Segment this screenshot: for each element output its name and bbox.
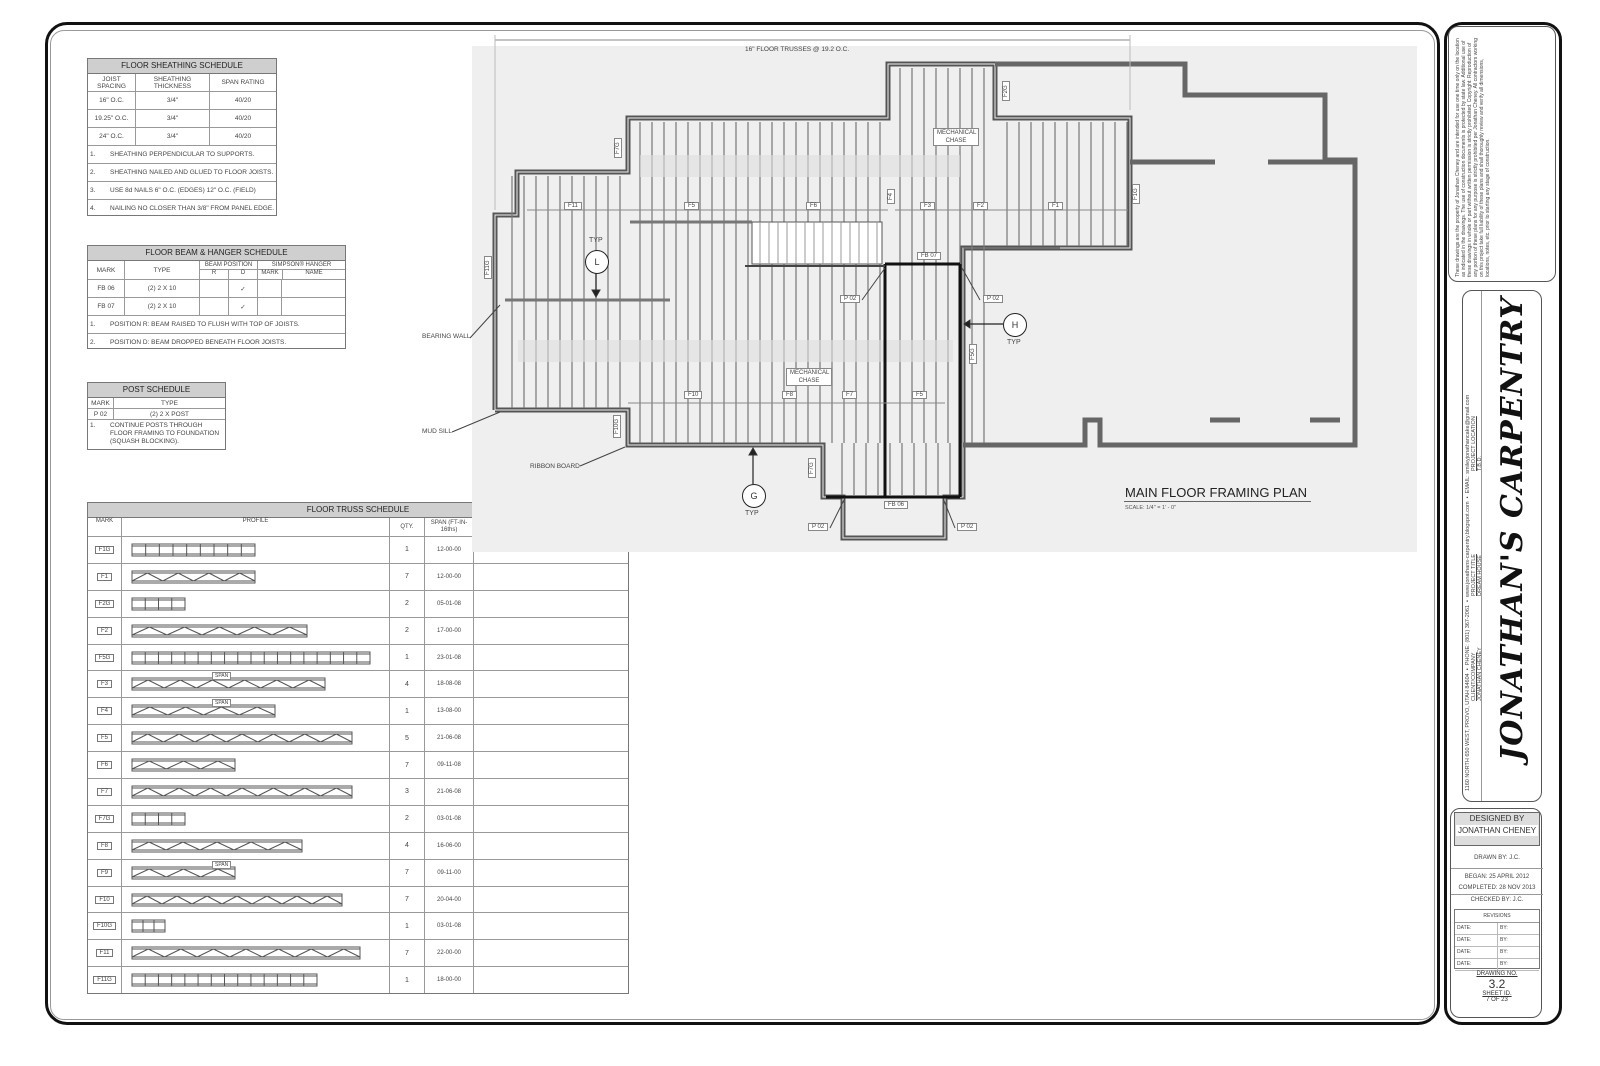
sheathing-cell: 16" O.C. — [88, 92, 136, 109]
truss-span: 18-08-08 — [425, 671, 474, 697]
beam-h-mark: MARK — [88, 261, 125, 279]
drawing-no-label: DRAWING NO. — [1476, 971, 1518, 977]
copyright-notes: These drawings are the property of Jonathan Cheney and are intended for use one time only on the location as indicated in the drawings. The use of construction documents is protected by state law. Additional use of these drawings in whole or part without written permission is strictly prohibited. Copyright: Reproduction of any portion of these plans for any purpose is strictly prohibited per Jonathan Cheney. All contractors working on this project take full liability of these plans and shall thoroughly review and verify all dimensions, locations, notes, etc. prior to starting any stage of construction. — [1455, 38, 1491, 277]
truss-qty: 3 — [390, 779, 425, 805]
sheathing-h2: SHEATHING THICKNESS — [136, 74, 210, 91]
hatch-band — [640, 155, 960, 177]
label-bearing-wall: BEARING WALL — [422, 333, 471, 340]
truss-span: 03-01-08 — [425, 913, 474, 939]
plan-tag: F4 — [887, 189, 895, 204]
section-marker-l: L — [585, 250, 609, 274]
truss-mark: F1G — [95, 546, 115, 554]
plan-tag: P 02 — [808, 523, 828, 531]
sheathing-cell: 40/20 — [234, 115, 252, 122]
plan-tag: F6 — [806, 202, 821, 210]
rev-by: BY: — [1500, 937, 1508, 943]
truss-mark: F7 — [97, 788, 112, 796]
sheathing-note: SHEATHING PERPENDICULAR TO SUPPORTS. — [110, 151, 255, 158]
truss-mark: F9 — [97, 869, 112, 877]
truss-h-profile: PROFILE — [122, 518, 390, 536]
truss-mark: F7G — [95, 815, 115, 823]
truss-mark: F11G — [93, 976, 116, 984]
plan-tag: FB 06 — [884, 501, 908, 509]
beam-note: POSITION R: BEAM RAISED TO FLUSH WITH TOP OF JOISTS. — [110, 321, 300, 328]
beam-h-type: TYPE — [125, 261, 200, 279]
truss-qty: 2 — [390, 618, 425, 644]
truss-span: 18-00-00 — [425, 967, 474, 993]
post-h-mark: MARK — [88, 398, 114, 408]
beam-h-smark: MARK — [258, 270, 283, 279]
garage-wall — [963, 64, 1355, 445]
designed-by-label: DESIGNED BY — [1469, 814, 1525, 823]
plan-tag: F7G — [614, 138, 622, 158]
plan-tag: F11G — [484, 256, 492, 279]
section-marker-h: H — [1003, 313, 1027, 337]
drawn-by: DRAWN BY: J.C. — [1451, 849, 1543, 869]
sheathing-cell: 40/20 — [234, 97, 252, 104]
truss-mark: F11 — [96, 949, 114, 957]
truss-qty: 2 — [390, 806, 425, 832]
truss-span: 16-06-00 — [425, 833, 474, 859]
plan-tag: P 02 — [983, 295, 1003, 303]
typ-label: TYP — [745, 510, 759, 517]
truss-qty: 1 — [390, 698, 425, 724]
truss-span: 23-01-08 — [425, 645, 474, 671]
client-value: JONATHAN CHENEY — [1477, 647, 1483, 701]
plan-tag: P 02 — [957, 523, 977, 531]
designed-by-value: JONATHAN CHENEY — [1457, 826, 1537, 835]
beam-note: POSITION D: BEAM DROPPED BENEATH FLOOR JOISTS. — [110, 339, 287, 346]
post-schedule: POST SCHEDULE MARK TYPE P 02 (2) 2 X POST 1. CONTINUE POSTS THROUGH FLOOR FRAMING TO FOUNDATION (SQUASH BLOCKING). — [87, 382, 226, 450]
truss-mark: F4 — [97, 707, 112, 715]
truss-h-mark: MARK — [88, 518, 122, 536]
post-leader — [862, 268, 885, 300]
truss-qty: 7 — [390, 860, 425, 886]
plan-tag: F11 — [564, 202, 582, 210]
leader — [580, 447, 625, 466]
truss-qty: 1 — [390, 967, 425, 993]
truss-span: 05-01-08 — [425, 591, 474, 617]
plan-tag: F10G — [613, 415, 621, 438]
designer-box — [1450, 808, 1542, 1018]
truss-mark: F8 — [97, 842, 112, 850]
beam-h-pos: BEAM POSITION — [200, 261, 257, 270]
rev-by: BY: — [1500, 949, 1508, 955]
plan-tag: F2G — [1002, 81, 1010, 101]
beam-h-r: R — [200, 270, 229, 279]
beam-h-simpson: SIMPSON® HANGER — [258, 261, 345, 270]
truss-qty: 1 — [390, 537, 425, 563]
sheathing-cell: 24" O.C. — [88, 128, 136, 145]
plan-tag: F7G — [808, 458, 816, 478]
truss-qty: 7 — [390, 887, 425, 913]
began-date: BEGAN: 25 APRIL 2012 — [1464, 874, 1530, 880]
beam-h-d: D — [240, 270, 246, 276]
truss-title: FLOOR TRUSS SCHEDULE — [88, 503, 628, 518]
plan-scale: SCALE: 1/4" = 1' - 0" — [1125, 505, 1176, 511]
plan-tag: F7 — [842, 391, 857, 399]
beam-type: (2) 2 X 10 — [125, 298, 200, 315]
plan-tag: F2 — [973, 202, 988, 210]
label-ribbon-board: RIBBON BOARD — [530, 463, 580, 470]
beam-check: ✓ — [229, 298, 258, 315]
company-contact: 1160 NORTH 650 WEST, PROVO, UTAH 84604 • PHONE: (801) 367-2061 • www.jonathans-carpentry.blogspot.com • EMAIL: smileyjonathancake@gmail.com — [1465, 394, 1471, 791]
truss-mark: F10 — [95, 896, 113, 904]
truss-h-span: SPAN (FT-IN-16ths) — [425, 518, 474, 536]
sheathing-title: FLOOR SHEATHING SCHEDULE — [88, 59, 276, 74]
truss-span: 20-04-00 — [425, 887, 474, 913]
truss-qty: 1 — [390, 645, 425, 671]
client-label: CLIENT/COMPANY — [1471, 652, 1477, 701]
company-email: EMAIL: smileyjonathancake@gmail.com — [1465, 394, 1471, 494]
sheathing-note: SHEATHING NAILED AND GLUED TO FLOOR JOISTS. — [110, 169, 274, 176]
company-phone: PHONE: (801) 367-2061 — [1465, 605, 1471, 666]
truss-qty: 7 — [390, 752, 425, 778]
truss-qty: 1 — [390, 913, 425, 939]
post-title: POST SCHEDULE — [88, 383, 225, 398]
copyright-box — [1448, 26, 1556, 282]
plan-title: MAIN FLOOR FRAMING PLAN — [1125, 485, 1308, 500]
truss-qty: 7 — [390, 940, 425, 966]
company-logo: JONATHAN'S CARPENTRY — [1495, 296, 1530, 761]
beam-schedule: FLOOR BEAM & HANGER SCHEDULE MARK TYPE BEAM POSITION R D SIMPSON® HANGER MARK NAME FB 06 (2) 2 X 10 ✓ FB 07 (2) 2 X 10 ✓ 1. POSITION R: BEAM RAISED TO FLUSH WITH TOP OF JOISTS. 2. POSITION D: BEAM DROPPED BENEATH FLOOR JOISTS. — [87, 245, 346, 349]
sheathing-cell: 3/4" — [136, 92, 210, 109]
truss-span: 09-11-00 — [425, 860, 474, 886]
truss-span: 21-06-08 — [425, 779, 474, 805]
truss-span: 03-01-08 — [425, 806, 474, 832]
company-web: www.jonathans-carpentry.blogspot.com — [1465, 501, 1471, 597]
truss-qty: 5 — [390, 725, 425, 751]
beam-check: ✓ — [229, 280, 258, 297]
sheathing-note: USE 8d NAILS 6" O.C. (EDGES) 12" O.C. (FIELD) — [110, 187, 256, 194]
beam-title: FLOOR BEAM & HANGER SCHEDULE — [88, 246, 345, 261]
span-tag: SPAN — [212, 699, 231, 707]
typ-label: TYP — [1007, 339, 1021, 346]
revisions-label: REVISIONS — [1455, 910, 1539, 923]
beam-h-name: NAME — [305, 270, 323, 276]
plan-tag: P 02 — [840, 295, 860, 303]
company-address: 1160 NORTH 650 WEST, PROVO, UTAH 84604 — [1465, 673, 1471, 791]
rev-date: DATE: — [1455, 947, 1498, 958]
rev-date: DATE: — [1455, 923, 1498, 934]
plan-tag: F5G — [969, 344, 977, 364]
company-box — [1462, 290, 1542, 802]
plan-dimension: 16" FLOOR TRUSSES @ 19.2 O.C. — [745, 46, 850, 53]
stair — [752, 222, 882, 264]
plan-tag: F1G — [1132, 184, 1140, 204]
sheathing-schedule: FLOOR SHEATHING SCHEDULE JOIST SPACING SHEATHING THICKNESS SPAN RATING 16" O.C. 3/4" 40/20 19.25" O.C. 3/4" 40/20 24" O.C. 3/4" 40/20 1. SHEATHING PERPENDICULAR TO SUPPORTS. 2. SHEATHING NAILED AND GLUED TO FLOOR JOISTS. 3. USE 8d NAILS 6" O.C. (EDGES) 12" O.C. (FIELD) 4. NAILING NO CLOSER THAN 3/8" FROM PANEL EDGE. — [87, 58, 277, 216]
beam-mark: FB 07 — [88, 298, 125, 315]
plan-tag: F5 — [684, 202, 699, 210]
sheathing-cell: 3/4" — [136, 128, 210, 145]
truss-mark: F3 — [97, 680, 112, 688]
plan-tag: FB 07 — [917, 252, 941, 260]
truss-mark: F5G — [95, 654, 115, 662]
post-note: CONTINUE POSTS THROUGH FLOOR FRAMING TO FOUNDATION (SQUASH BLOCKING). — [110, 422, 220, 445]
truss-mark: F2G — [95, 600, 115, 608]
label-mud-sill: MUD SILL — [422, 428, 452, 435]
plan-tag: F10 — [684, 391, 702, 399]
sheathing-cell: 40/20 — [234, 133, 252, 140]
truss-mark: F6 — [97, 761, 112, 769]
truss-h-qty: QTY. — [390, 518, 425, 536]
leader — [452, 412, 500, 432]
checked-by: CHECKED BY: J.C. — [1451, 894, 1543, 906]
project-title-label: PROJECT TITLE — [1471, 554, 1477, 596]
truss-span: 12-00-00 — [425, 537, 474, 563]
arrow-head — [592, 290, 600, 297]
rev-by: BY: — [1500, 925, 1508, 931]
truss-span: 12-00-00 — [425, 564, 474, 590]
section-marker-g: G — [742, 484, 766, 508]
rev-date: DATE: — [1455, 935, 1498, 946]
truss-span: 17-00-00 — [425, 618, 474, 644]
mechanical-chase-label: MECHANICAL CHASE — [786, 368, 832, 386]
project-title-value: DREAM HOUSE — [1477, 555, 1483, 596]
mechanical-chase-label: MECHANICAL CHASE — [933, 128, 979, 146]
plan-tag: F8 — [782, 391, 797, 399]
truss-mark: F1 — [97, 573, 112, 581]
sheet-id: 7 OF 23 — [1486, 997, 1508, 1003]
span-tag: SPAN — [212, 861, 231, 869]
rev-by: BY: — [1500, 961, 1508, 967]
truss-span: 09-11-08 — [425, 752, 474, 778]
truss-mark: F10G — [93, 922, 116, 930]
post-h-type: TYPE — [161, 399, 178, 407]
location-value: T.B.D. — [1477, 456, 1483, 471]
sheathing-cell: 19.25" O.C. — [88, 110, 136, 127]
location-label: PROJECT LOCATION — [1471, 416, 1477, 471]
truss-qty: 4 — [390, 833, 425, 859]
drawing-no: 3.2 — [1488, 977, 1506, 991]
truss-qty: 4 — [390, 671, 425, 697]
plan-tag: F3 — [920, 202, 935, 210]
truss-span: 22-00-00 — [425, 940, 474, 966]
beam-type: (2) 2 X 10 — [125, 280, 200, 297]
sheathing-h1: JOIST SPACING — [88, 74, 136, 91]
beam-mark: FB 06 — [88, 280, 125, 297]
post-type: (2) 2 X POST — [149, 410, 189, 418]
sheathing-h3: SPAN RATING — [221, 79, 265, 86]
sheathing-note: NAILING NO CLOSER THAN 3/8" FROM PANEL EDGE. — [110, 205, 275, 212]
truss-span: 21-06-08 — [425, 725, 474, 751]
plan-tag: F5 — [912, 391, 927, 399]
sheet-id-label: SHEET ID. — [1482, 991, 1512, 997]
span-tag: SPAN — [212, 672, 231, 680]
truss-mark: F2 — [97, 627, 112, 635]
truss-mark: F5 — [97, 734, 112, 742]
plan-tag: F1 — [1048, 202, 1063, 210]
typ-label: TYP — [589, 237, 603, 244]
completed-date: COMPLETED: 28 NOV 2013 — [1458, 885, 1536, 891]
post-mark: P 02 — [88, 409, 114, 419]
truss-qty: 2 — [390, 591, 425, 617]
sheathing-cell: 3/4" — [136, 110, 210, 127]
truss-span: 13-08-00 — [425, 698, 474, 724]
truss-qty: 7 — [390, 564, 425, 590]
hatch-band — [518, 340, 953, 362]
rev-date: DATE: — [1455, 959, 1498, 970]
arrow-head — [749, 448, 757, 455]
